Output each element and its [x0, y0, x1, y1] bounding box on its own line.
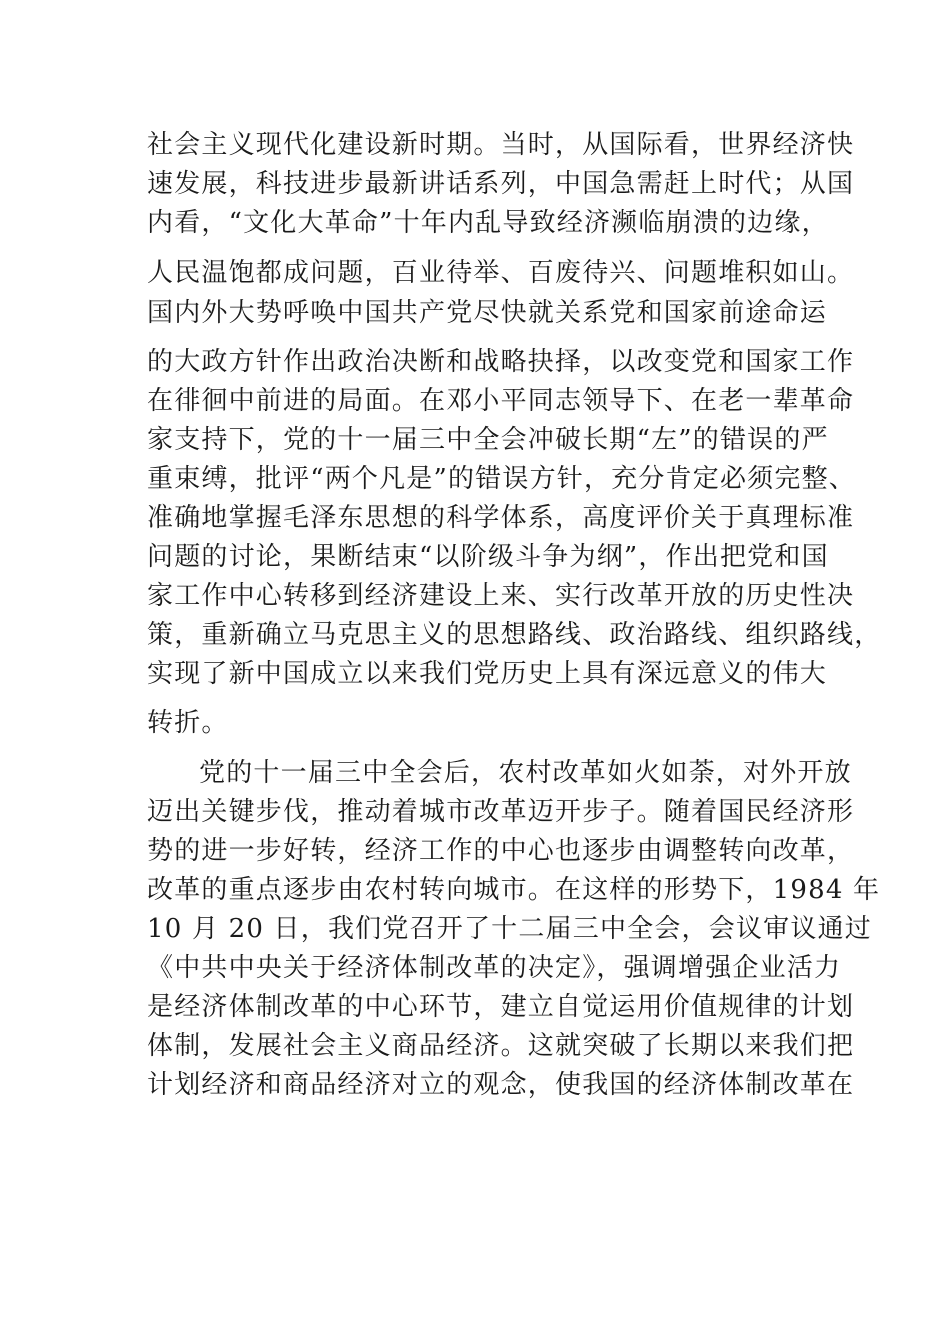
text-line: 迈出关键步伐，推动着城市改革迈开步子。随着国民经济形: [147, 797, 855, 827]
text-line: 实现了新中国成立以来我们党历史上具有深远意义的伟大: [147, 659, 828, 689]
text-line: 速发展，科技进步最新讲话系列，中国急需赶上时代；从国: [147, 169, 855, 199]
text-line: 准确地掌握毛泽东思想的科学体系，高度评价关于真理标准: [147, 503, 855, 533]
text-line: 人民温饱都成问题，百业待举、百废待兴、问题堆积如山。: [147, 258, 855, 288]
text-line: 家工作中心转移到经济建设上来、实行改革开放的历史性决: [147, 581, 855, 611]
text-line: 10 月 20 日，我们党召开了十二届三中全会，会议审议通过: [147, 914, 872, 944]
text-line: 转折。: [147, 708, 229, 738]
text-line: 计划经济和商品经济对立的观念，使我国的经济体制改革在: [147, 1070, 855, 1100]
text-line: 重束缚，批评“两个凡是”的错误方针，充分肯定必须完整、: [147, 464, 856, 494]
text-line: 改革的重点逐步由农村转向城市。在这样的形势下，1984 年: [147, 875, 881, 905]
text-line: 社会主义现代化建设新时期。当时，从国际看，世界经济快: [147, 130, 855, 160]
text-line: 势的进一步好转，经济工作的中心也逐步由调整转向改革，: [147, 836, 855, 866]
text-line: 《中共中央关于经济体制改革的决定》，强调增强企业活力: [147, 953, 842, 983]
text-line: 内看，“文化大革命”十年内乱导致经济濒临崩溃的边缘，: [147, 208, 829, 238]
text-line: 策，重新确立马克思主义的思想路线、政治路线、组织路线，: [147, 620, 882, 650]
text-line: 是经济体制改革的中心环节，建立自觉运用价值规律的计划: [147, 992, 855, 1022]
text-line: 体制，发展社会主义商品经济。这就突破了长期以来我们把: [147, 1031, 855, 1061]
text-line: 国内外大势呼唤中国共产党尽快就关系党和国家前途命运: [147, 298, 828, 328]
text-line: 在徘徊中前进的局面。在邓小平同志领导下、在老一辈革命: [147, 386, 855, 416]
text-line: 问题的讨论，果断结束“以阶级斗争为纲”，作出把党和国: [147, 542, 829, 572]
paragraph-first-line: 党的十一届三中全会后，农村改革如火如荼，对外开放: [199, 758, 852, 788]
text-line: 的大政方针作出政治决断和战略抉择，以改变党和国家工作: [147, 347, 855, 377]
text-line: 家支持下，党的十一届三中全会冲破长期“左”的错误的严: [147, 425, 829, 455]
